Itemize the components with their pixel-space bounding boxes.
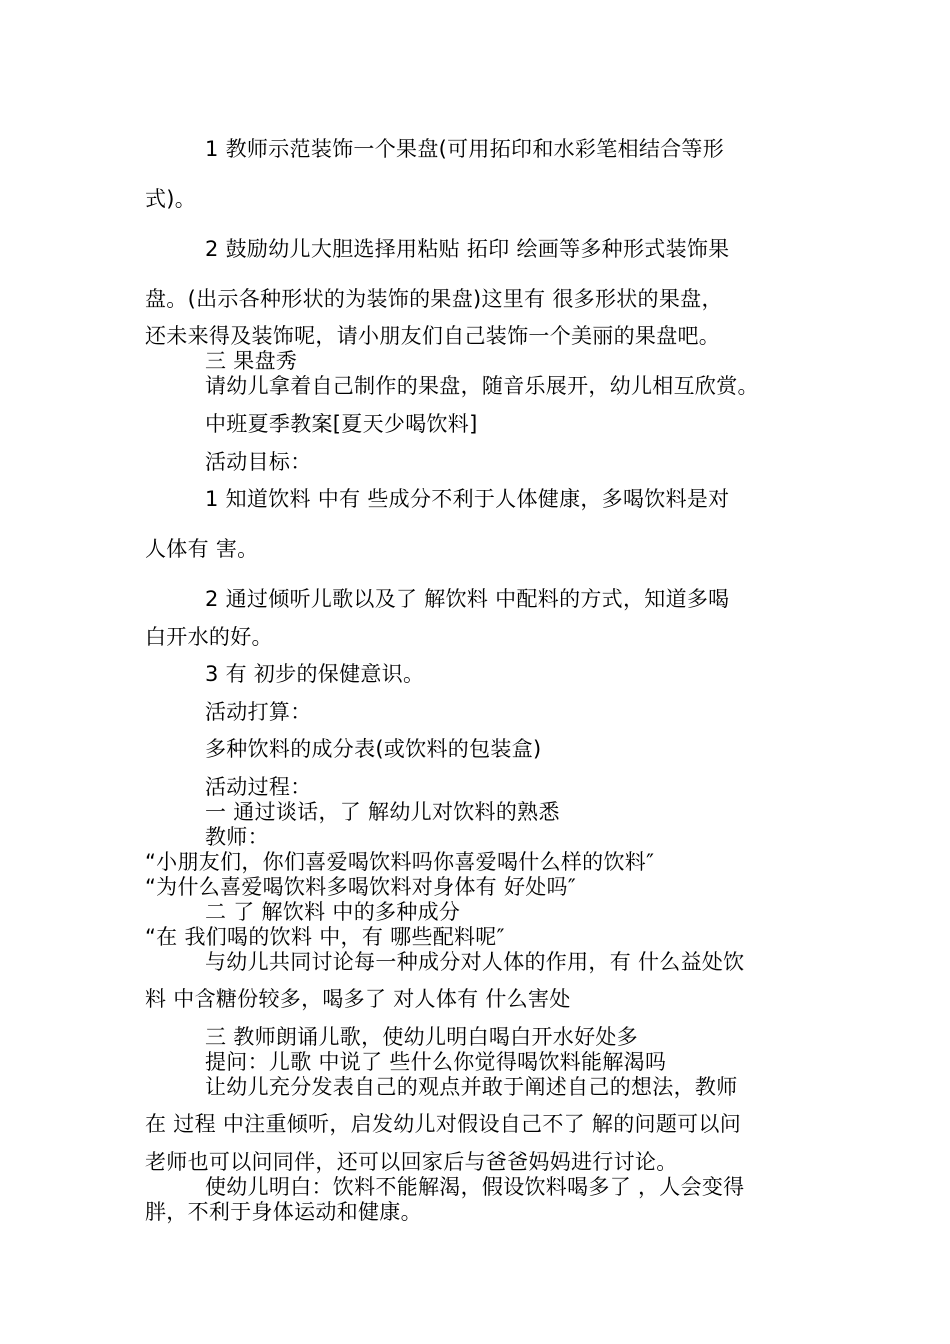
text-line: 还未来得及装饰呢，请小朋友们自己装饰一个美丽的果盘吧。 (145, 324, 721, 348)
text-line: 一 通过谈话，了 解幼儿对饮料的熟悉 (205, 800, 560, 824)
text-line: 三 教师朗诵儿歌，使幼儿明白喝白开水好处多 (205, 1025, 638, 1049)
text-line: 老师也可以问同伴，还可以回家后与爸爸妈妈进行讨论。 (145, 1150, 678, 1174)
section-heading: 三 果盘秀 (205, 349, 298, 373)
text-line: 胖，不利于身体运动和健康。 (145, 1200, 422, 1224)
text-line: 使幼儿明白：饮料不能解渴，假设饮料喝多了 ，人会变得 (205, 1175, 745, 1199)
section-heading: 活动目标： (205, 450, 312, 474)
text-line: “小朋友们，你们喜爱喝饮料吗你喜爱喝什么样的饮料″ (145, 850, 655, 874)
text-line: 料 中含糖份较多，喝多了 对人体有 什么害处 (145, 987, 571, 1011)
text-line: 3 有 初步的保健意识。 (205, 662, 425, 686)
text-line: 二 了 解饮料 中的多种成分 (205, 900, 461, 924)
text-line: 式)。 (145, 187, 197, 211)
text-line: 教师： (205, 825, 269, 849)
text-line: 提问：儿歌 中说了 些什么你觉得喝饮料能解渴吗 (205, 1050, 667, 1074)
text-line: 2 通过倾听儿歌以及了 解饮料 中配料的方式，知道多喝 (205, 587, 730, 611)
text-line: “为什么喜爱喝饮料多喝饮料对身体有 好处吗″ (145, 875, 576, 899)
lesson-title: 中班夏季教案[夏天少喝饮料] (205, 412, 478, 436)
text-line: 人体有 害。 (145, 537, 259, 561)
text-line: 请幼儿拿着自己制作的果盘，随音乐展开，幼儿相互欣赏。 (205, 374, 759, 398)
text-line: 多种饮料的成分表(或饮料的包装盒) (205, 737, 542, 761)
text-line: 盘。(出示各种形状的为装饰的果盘)这里有 很多形状的果盘， (145, 287, 723, 311)
section-heading: 活动过程： (205, 775, 312, 799)
text-line: 在 过程 中注重倾听，启发幼儿对假设自己不了 解的问题可以问 (145, 1112, 742, 1136)
text-line: 与幼儿共同讨论每一种成分对人体的作用，有 什么益处饮 (205, 950, 745, 974)
text-line: 1 教师示范装饰一个果盘(可用拓印和水彩笔相结合等形 (205, 137, 725, 161)
text-line: “在 我们喝的饮料 中，有 哪些配料呢″ (145, 925, 505, 949)
text-line: 2 鼓励幼儿大胆选择用粘贴 拓印 绘画等多种形式装饰果 (205, 237, 730, 261)
text-line: 让幼儿充分发表自己的观点并敢于阐述自己的想法，教师 (205, 1075, 738, 1099)
text-line: 1 知道饮料 中有 些成分不利于人体健康，多喝饮料是对 (205, 487, 730, 511)
section-heading: 活动打算： (205, 700, 312, 724)
text-line: 白开水的好。 (145, 625, 273, 649)
